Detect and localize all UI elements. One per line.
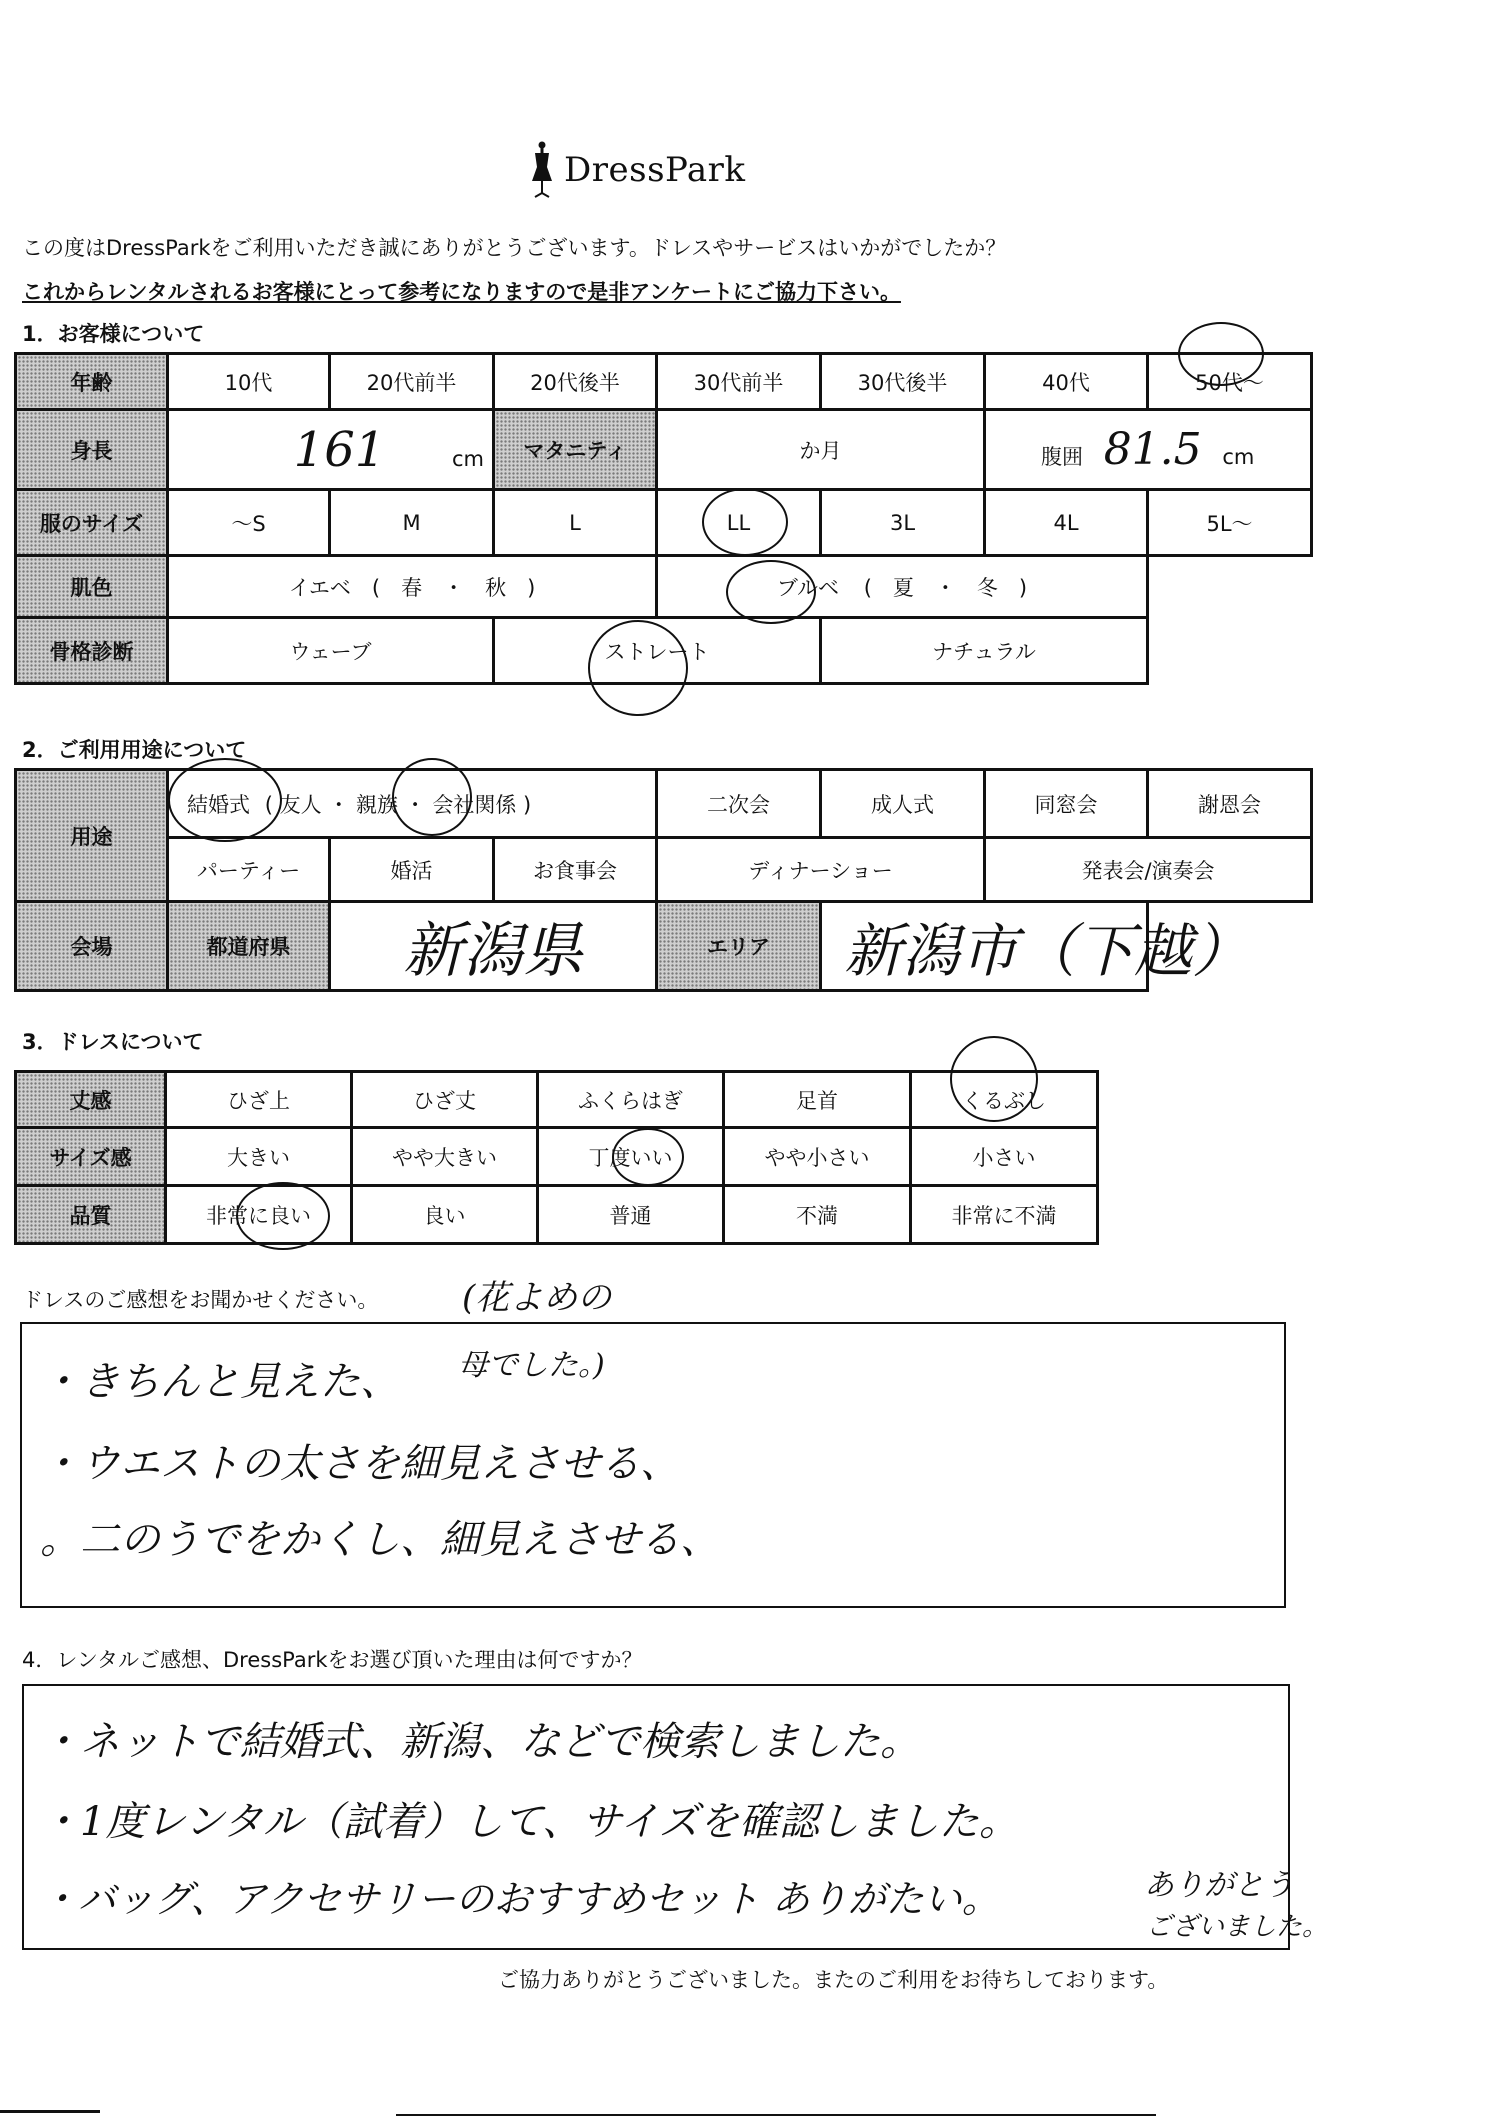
age-option[interactable]: 20代前半 (330, 354, 494, 410)
scan-edge-line (396, 2114, 1156, 2116)
skin-option-yellow[interactable]: イエベ ( 春 ・ 秋 ) (168, 556, 657, 618)
footer-thanks: ご協力ありがとうございました。またのご利用をお待ちしております。 (498, 1968, 1169, 1992)
wedding-dot: ・ (328, 792, 350, 817)
age-option[interactable]: 20代後半 (494, 354, 657, 410)
section4-title: 4．レンタルご感想、DressParkをお選び頂いた理由は何ですか？ (22, 1648, 643, 1672)
fit-option[interactable]: やや大きい (352, 1128, 538, 1186)
age-row (16, 354, 1312, 410)
reason-line: ・1度レンタル（試着）して、サイズを確認しました。 (40, 1799, 1019, 1845)
size-option[interactable]: ～S (168, 490, 330, 556)
age-option[interactable]: 30代後半 (821, 354, 985, 410)
skin-row (16, 556, 1312, 618)
wedding-paren-open: ( (264, 792, 273, 817)
fit-option-selected[interactable]: 丁度いい (538, 1128, 724, 1186)
fit-option[interactable]: やや小さい (724, 1128, 911, 1186)
purpose-option[interactable]: お食事会 (494, 838, 657, 902)
purpose-option[interactable]: 同窓会 (985, 770, 1148, 838)
skeleton-option[interactable]: ウェーブ (168, 618, 494, 684)
purpose-option[interactable]: パーティー (168, 838, 330, 902)
age-option-selected[interactable]: 50代～ (1148, 354, 1312, 410)
length-option[interactable]: ひざ丈 (352, 1072, 538, 1128)
reason-line: ・バッグ、アクセサリーのおすすめセット ありがたい。 (40, 1877, 1000, 1921)
comment-aside: (花よめの (462, 1278, 612, 1318)
size-option[interactable]: 4L (985, 490, 1148, 556)
purpose-option[interactable]: 成人式 (821, 770, 985, 838)
comment-line: ・ウエストの太さを細見えさせる、 (40, 1441, 680, 1487)
skeleton-row (16, 618, 1312, 684)
age-option[interactable]: 10代 (168, 354, 330, 410)
maternity-label: マタニティ (494, 410, 657, 490)
purpose-option[interactable]: 発表会/演奏会 (985, 838, 1312, 902)
dress-form-icon (530, 141, 554, 199)
comment-aside: 母でした。) (458, 1348, 605, 1383)
quality-option[interactable]: 良い (352, 1186, 538, 1244)
section2-title: 2．ご利用用途について (22, 738, 247, 762)
size-row (16, 490, 1312, 556)
length-row (16, 1072, 1098, 1128)
waist-field[interactable] (985, 410, 1312, 490)
maternity-field[interactable] (657, 410, 985, 490)
wedding-dot: ・ (404, 792, 426, 817)
length-option[interactable]: ふくらはぎ (538, 1072, 724, 1128)
quality-row (16, 1186, 1098, 1244)
wedding-friend: 友人 (279, 792, 322, 817)
purpose-option[interactable]: 婚活 (330, 838, 494, 902)
purpose-option[interactable]: 謝恩会 (1148, 770, 1312, 838)
wedding-option[interactable] (168, 770, 657, 838)
prefecture-label: 都道府県 (168, 902, 330, 991)
skeleton-label: 骨格診断 (16, 618, 168, 684)
fit-option[interactable]: 小さい (911, 1128, 1098, 1186)
fit-label: サイズ感 (16, 1128, 166, 1186)
fit-row (16, 1128, 1098, 1186)
height-row (16, 410, 1312, 490)
purpose-label: 用途 (16, 770, 168, 902)
length-option[interactable]: 足首 (724, 1072, 911, 1128)
comment-line: ・きちんと見えた、 (40, 1359, 400, 1405)
purpose-option[interactable]: ディナーショー (657, 838, 985, 902)
intro-text: この度はDressParkをご利用いただき誠にありがとうございます。ドレスやサービスはいかがでしたか？ (22, 236, 1007, 260)
logo-text: DressPark (564, 150, 746, 190)
height-unit: cm (451, 446, 484, 471)
skeleton-option[interactable]: ナチュラル (821, 618, 1148, 684)
wedding-company: 会社関係 (432, 792, 517, 817)
length-option-selected[interactable]: くるぶし (911, 1072, 1098, 1128)
age-option[interactable]: 40代 (985, 354, 1148, 410)
prefecture-value[interactable]: 新潟県 (330, 902, 657, 991)
comment-line: 。二のうでをかくし、細見えさせる、 (40, 1517, 720, 1563)
height-field[interactable] (168, 410, 494, 490)
waist-label: 腹囲 (1041, 445, 1083, 469)
fit-option[interactable]: 大きい (166, 1128, 352, 1186)
waist-unit: cm (1222, 445, 1255, 469)
height-value: 161 (293, 421, 386, 478)
section1-title: 1．お客様について (22, 322, 205, 346)
closing-note: ございました。 (1146, 1912, 1329, 1942)
size-label: 服のサイズ (16, 490, 168, 556)
comment-prompt: ドレスのご感想をお聞かせください。 (22, 1288, 379, 1312)
brand-logo (530, 140, 746, 200)
quality-option-selected[interactable]: 非常に良い (166, 1186, 352, 1244)
skin-option-blue[interactable] (657, 556, 1148, 618)
closing-note: ありがとう (1144, 1868, 1294, 1903)
wedding-main: 結婚式 (187, 792, 250, 817)
skin-blue-word: ブルベ (776, 575, 840, 600)
size-option[interactable]: L (494, 490, 657, 556)
age-option[interactable]: 30代前半 (657, 354, 821, 410)
size-option[interactable]: M (330, 490, 494, 556)
skin-label: 肌色 (16, 556, 168, 618)
size-option[interactable]: 3L (821, 490, 985, 556)
wedding-relative: 親族 (355, 792, 398, 817)
skeleton-option-selected[interactable]: ストレート (494, 618, 821, 684)
quality-option[interactable]: 不満 (724, 1186, 911, 1244)
purpose-table (14, 768, 1313, 992)
area-value[interactable]: 新潟市（下越） (821, 902, 1148, 991)
quality-option[interactable]: 普通 (538, 1186, 724, 1244)
waist-value: 81.5 (1103, 424, 1202, 475)
intro-request: これからレンタルされるお客様にとって参考になりますので是非アンケートにご協力下さい。 (22, 280, 901, 304)
area-label: エリア (657, 902, 821, 991)
purpose-option[interactable]: 二次会 (657, 770, 821, 838)
venue-label: 会場 (16, 902, 168, 991)
height-label: 身長 (16, 410, 168, 490)
maternity-unit: か月 (799, 438, 842, 463)
wedding-paren-close: ) (523, 792, 532, 817)
length-option[interactable]: ひざ上 (166, 1072, 352, 1128)
scan-edge-line (0, 2110, 100, 2113)
skin-blue-seasons: ( 夏 ・ 冬 ) (863, 575, 1028, 600)
customer-info-table (14, 352, 1313, 685)
length-label: 丈感 (16, 1072, 166, 1128)
dress-table (14, 1070, 1099, 1245)
reason-line: ・ネットで結婚式、新潟、などで検索しました。 (40, 1719, 920, 1765)
section3-title: 3．ドレスについて (22, 1030, 204, 1054)
age-label: 年齢 (16, 354, 168, 410)
size-option-selected[interactable]: LL (657, 490, 821, 556)
size-option[interactable]: 5L～ (1148, 490, 1312, 556)
quality-option[interactable]: 非常に不満 (911, 1186, 1098, 1244)
quality-label: 品質 (16, 1186, 166, 1244)
